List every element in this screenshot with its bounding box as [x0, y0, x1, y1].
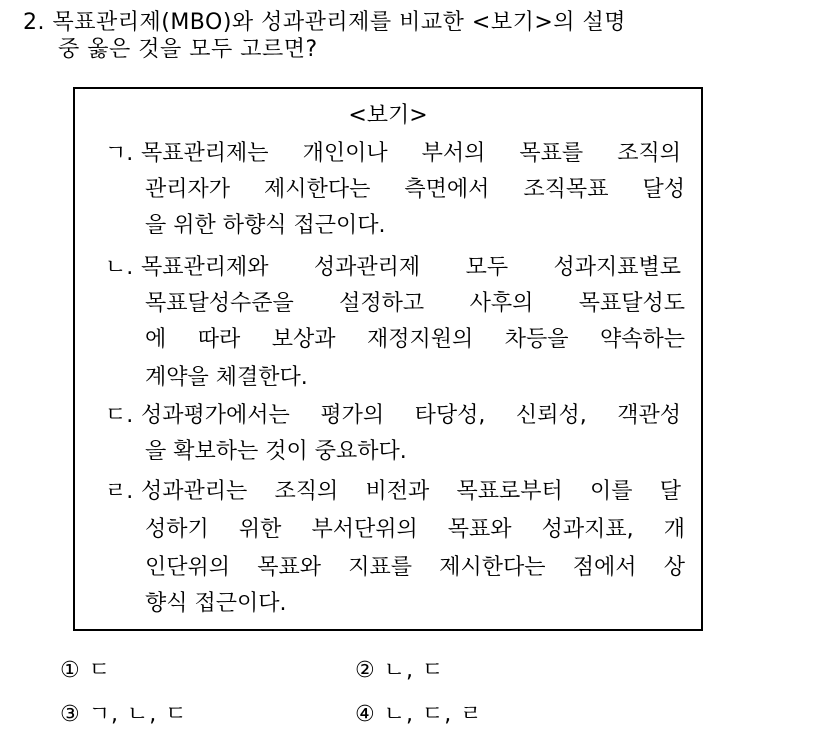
choice-3[interactable]: ③ ㄱ, ㄴ, ㄷ: [60, 702, 188, 727]
item-marker-giyeok: ㄱ.: [105, 141, 134, 166]
item-rieul-line-2: 성하기 위한 부서단위의 목표와 성과지표, 개: [145, 517, 685, 542]
example-box-title: <보기>: [348, 103, 428, 128]
item-nieun-line-3: 에 따라 보상과 재정지원의 차등을 약속하는: [145, 327, 685, 352]
item-nieun-line-1: 목표관리제와 성과관리제 모두 성과지표별로: [141, 255, 681, 280]
item-marker-rieul: ㄹ.: [105, 479, 134, 504]
question-text-line-1: 2. 목표관리제(MBO)와 성과관리제를 비교한 <보기>의 설명: [23, 10, 627, 35]
item-rieul-line-4: 향식 접근이다.: [145, 591, 287, 616]
item-giyeok-line-3: 을 위한 하향식 접근이다.: [145, 213, 386, 238]
item-rieul-line-3: 인단위의 목표와 지표를 제시한다는 점에서 상: [145, 555, 685, 580]
item-nieun-line-2: 목표달성수준을 설정하고 사후의 목표달성도: [145, 291, 685, 316]
item-giyeok-line-1: 목표관리제는 개인이나 부서의 목표를 조직의: [141, 141, 681, 166]
example-box: [73, 87, 703, 631]
item-giyeok-line-2: 관리자가 제시한다는 측면에서 조직목표 달성: [145, 177, 685, 202]
item-marker-digeut: ㄷ.: [105, 403, 134, 428]
choice-4[interactable]: ④ ㄴ, ㄷ, ㄹ: [355, 702, 483, 727]
item-rieul-line-1: 성과관리는 조직의 비전과 목표로부터 이를 달: [141, 479, 681, 504]
choice-1[interactable]: ① ㄷ: [60, 658, 111, 683]
item-digeut-line-2: 을 확보하는 것이 중요하다.: [145, 439, 407, 464]
question-text-line-2: 중 옳은 것을 모두 고르면?: [58, 37, 318, 62]
item-digeut-line-1: 성과평가에서는 평가의 타당성, 신뢰성, 객관성: [141, 403, 681, 428]
choice-2[interactable]: ② ㄴ, ㄷ: [355, 658, 445, 683]
item-marker-nieun: ㄴ.: [105, 255, 134, 280]
item-nieun-line-4: 계약을 체결한다.: [145, 365, 308, 390]
